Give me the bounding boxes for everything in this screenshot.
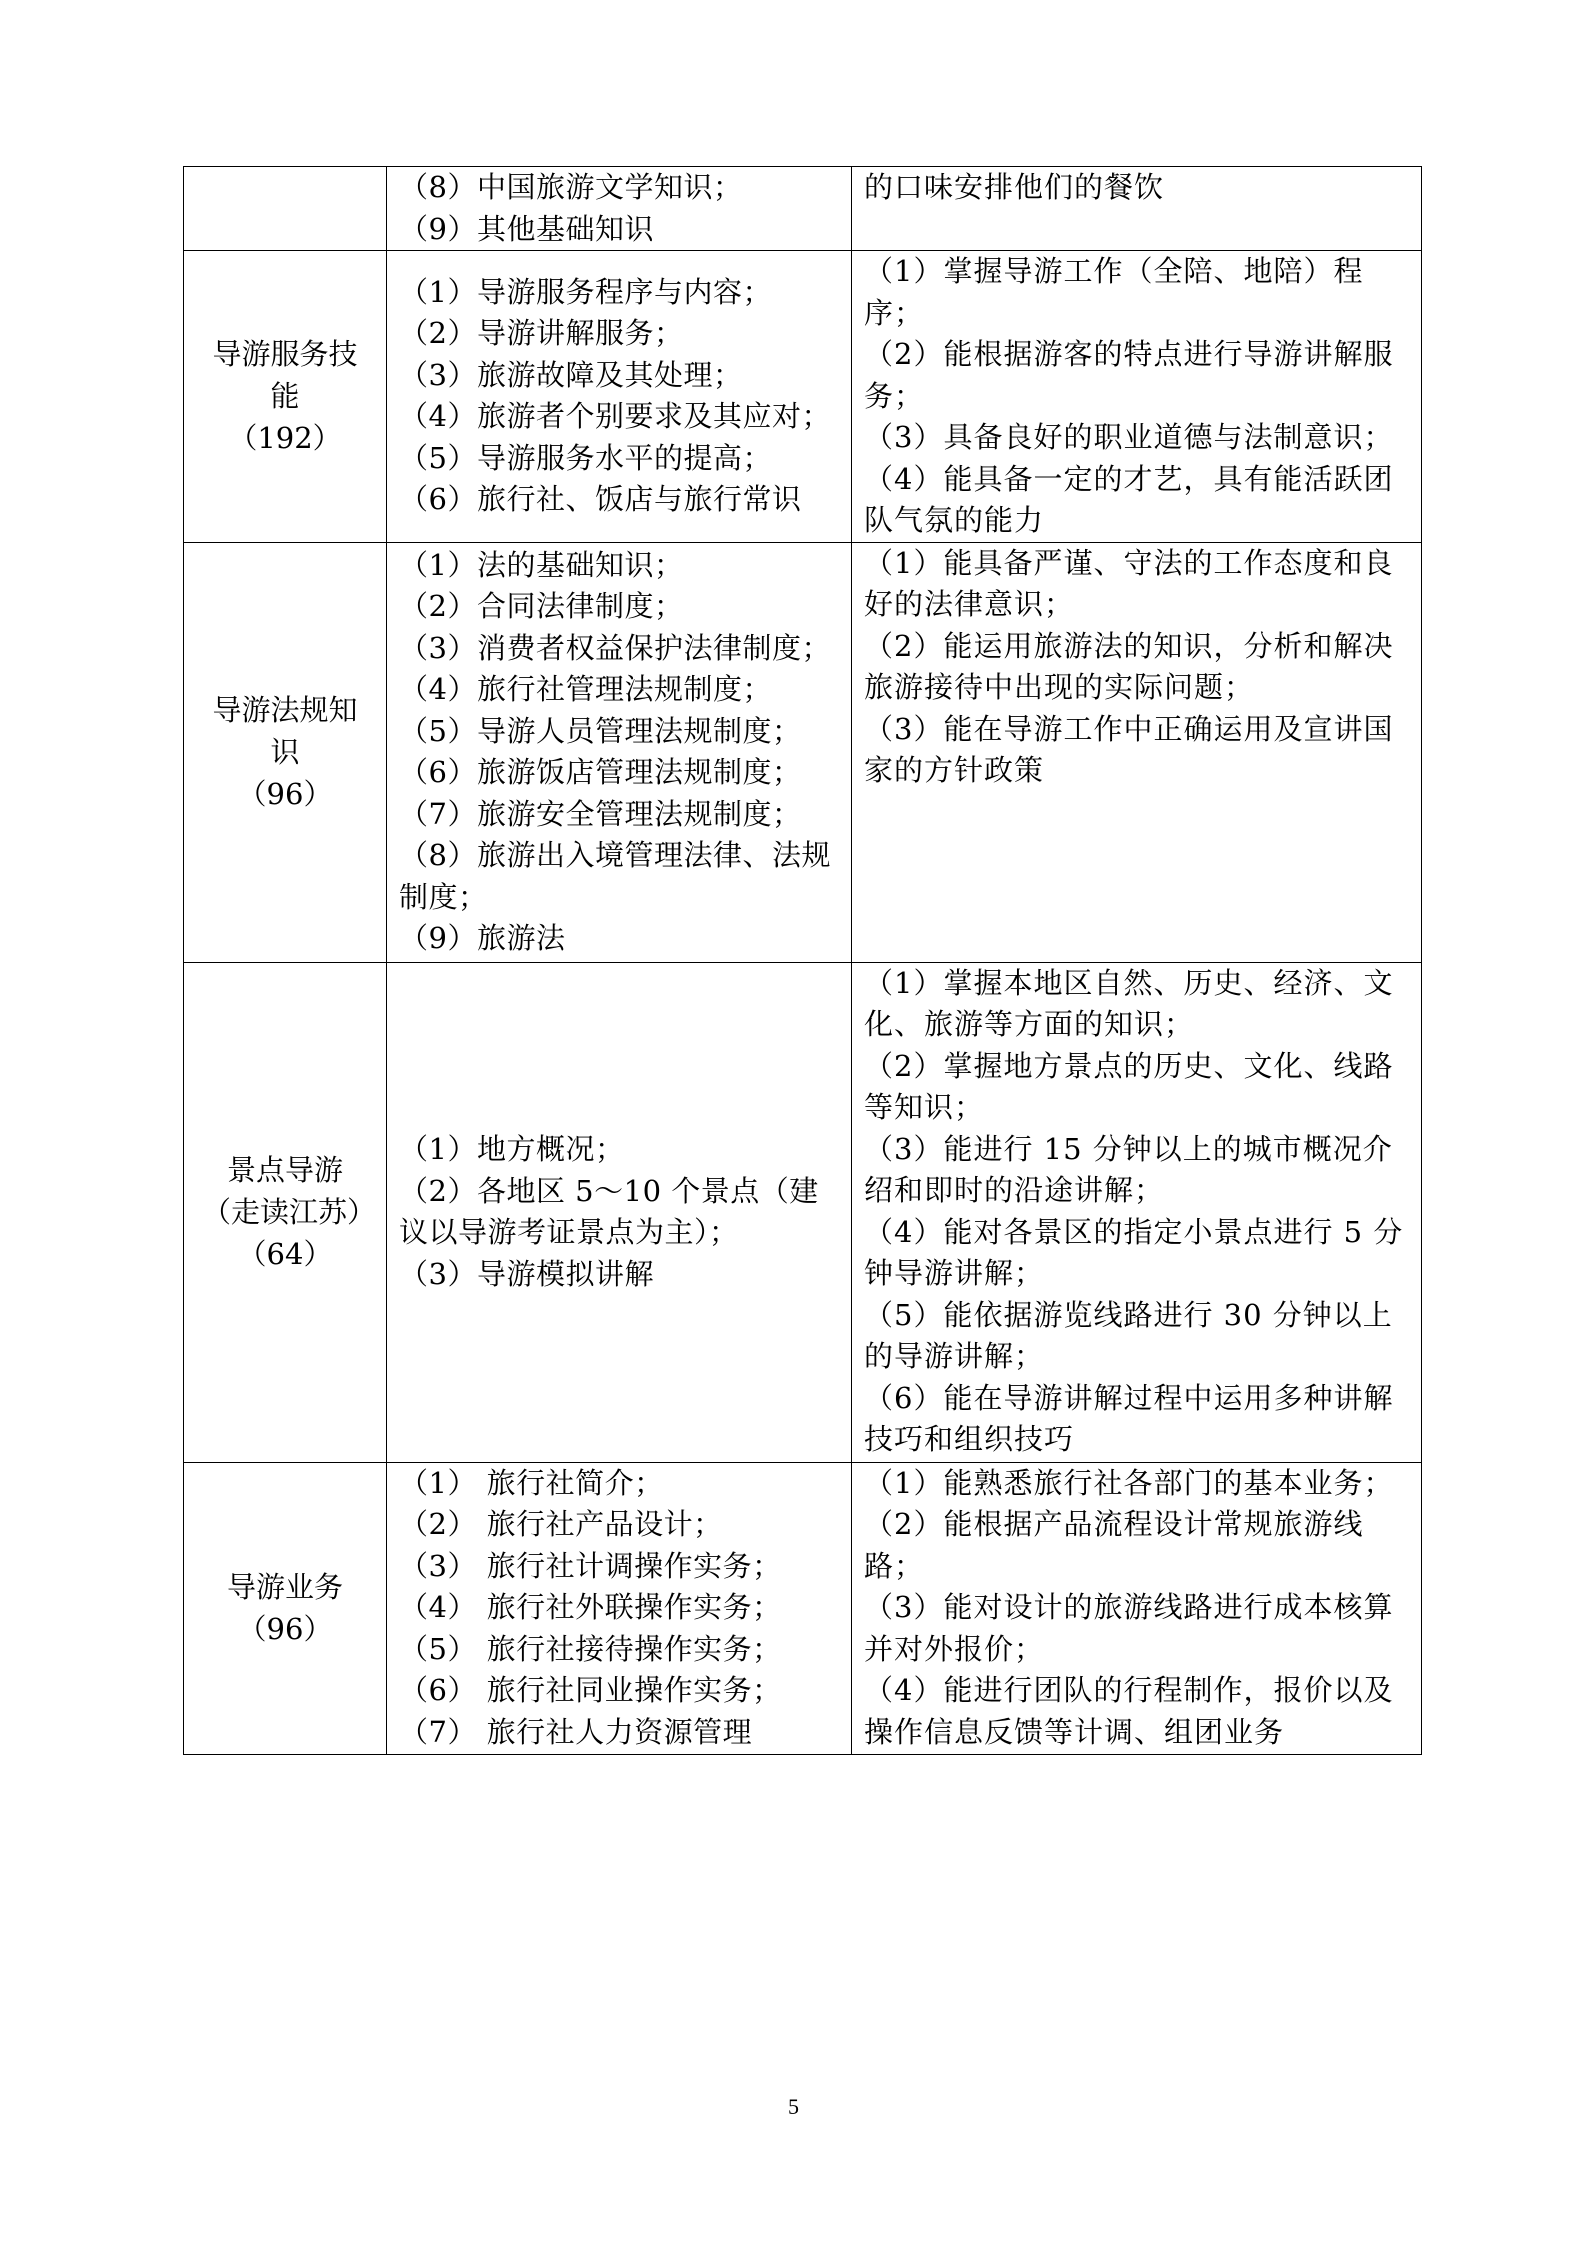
content-item: （3）消费者权益保护法律制度；: [399, 630, 831, 665]
goal-item: （1）掌握本地区自然、历史、经济、文化、旅游等方面的知识；: [864, 965, 1394, 1041]
subject-cell: [184, 1462, 387, 1754]
content-item: （5）导游服务水平的提高；: [399, 440, 772, 475]
content-item: （5）导游人员管理法规制度；: [399, 713, 802, 748]
content-cell: [387, 542, 852, 962]
goal-cell: [852, 542, 1422, 962]
goal-cell: [852, 167, 1422, 251]
subject-hours: （96）: [237, 777, 333, 811]
subject-name: 导游服务技能: [212, 337, 358, 414]
content-item: （1）法的基础知识；: [399, 547, 684, 582]
goal-cell: [852, 962, 1422, 1462]
goal-item: （4）能进行团队的行程制作，报价以及操作信息反馈等计调、组团业务: [864, 1673, 1394, 1749]
content-item: （9）旅游法: [399, 921, 566, 955]
subject-cell: [184, 167, 387, 251]
content-item: （6）旅行社、饭店与旅行常识: [399, 482, 802, 517]
goal-cell: [852, 1462, 1422, 1754]
goal-item: （2）能运用旅游法的知识，分析和解决旅游接待中出现的实际问题；: [864, 628, 1394, 704]
goal-item: （1）能熟悉旅行社各部门的基本业务；: [864, 1465, 1394, 1500]
subject-cell: [184, 542, 387, 962]
subject-name: 景点导游（走读江苏）: [202, 1153, 377, 1229]
subject-hours: （96）: [237, 1612, 333, 1646]
content-item: （4）旅游者个别要求及其应对；: [399, 399, 831, 434]
goal-item: （1）掌握导游工作（全陪、地陪）程序；: [864, 254, 1364, 330]
content-item: （6） 旅行社同业操作实务；: [399, 1673, 782, 1708]
goal-item: （3）能对设计的旅游线路进行成本核算并对外报价；: [864, 1590, 1394, 1666]
subject-hours: （192）: [228, 421, 342, 456]
goal-item: （3）能进行 15 分钟以上的城市概况介绍和即时的沿途讲解；: [864, 1131, 1393, 1207]
course-table: [183, 166, 1422, 1755]
content-cell: [387, 962, 852, 1462]
content-item: （4） 旅行社外联操作实务；: [399, 1590, 782, 1625]
course-table-body: [184, 167, 1422, 1755]
content-item: （1）地方概况；: [399, 1132, 625, 1166]
goal-item: （1）能具备严谨、守法的工作态度和良好的法律意识；: [864, 545, 1394, 621]
content-item: （3）导游模拟讲解: [399, 1256, 654, 1291]
table-row: [184, 251, 1422, 543]
content-item: （2）各地区 5～10 个景点（建议以导游考证景点为主）；: [399, 1173, 819, 1249]
goal-item: 的口味安排他们的餐饮: [864, 170, 1165, 204]
subject-cell: [184, 251, 387, 543]
content-item: （1）导游服务程序与内容；: [399, 274, 772, 309]
goal-item: （2）能根据游客的特点进行导游讲解服务；: [864, 337, 1394, 413]
table-row: [184, 167, 1422, 251]
goal-cell: [852, 251, 1422, 543]
content-item: （3）旅游故障及其处理；: [399, 357, 743, 392]
table-row: [184, 542, 1422, 962]
content-item: （3） 旅行社计调操作实务；: [399, 1548, 782, 1583]
content-item: （9）其他基础知识: [399, 211, 654, 246]
content-item: （8）中国旅游文学知识；: [399, 170, 743, 204]
goal-item: （4）能对各景区的指定小景点进行 5 分钟导游讲解；: [864, 1214, 1404, 1290]
goal-item: （2）掌握地方景点的历史、文化、线路等知识；: [864, 1048, 1394, 1124]
content-cell: [387, 1462, 852, 1754]
content-item: （4）旅行社管理法规制度；: [399, 672, 772, 706]
content-item: （7） 旅行社人力资源管理: [399, 1714, 753, 1749]
content-item: （7）旅游安全管理法规制度；: [399, 796, 802, 831]
subject-hours: （64）: [237, 1237, 333, 1271]
content-item: （6）旅游饭店管理法规制度；: [399, 755, 802, 789]
content-cell: [387, 251, 852, 543]
table-row: [184, 1462, 1422, 1754]
goal-item: （3）能在导游工作中正确运用及宣讲国家的方针政策: [864, 711, 1394, 787]
page-number: 5: [788, 2094, 799, 2119]
goal-item: （4）能具备一定的才艺，具有能活跃团队气氛的能力: [864, 461, 1394, 537]
content-item: （5） 旅行社接待操作实务；: [399, 1631, 782, 1666]
content-item: （2）合同法律制度；: [399, 589, 684, 623]
table-row: [184, 962, 1422, 1462]
content-cell: [387, 167, 852, 251]
content-item: （2）导游讲解服务；: [399, 316, 684, 351]
goal-item: （5）能依据游览线路进行 30 分钟以上的导游讲解；: [864, 1297, 1393, 1373]
goal-item: （3）具备良好的职业道德与法制意识；: [864, 420, 1394, 454]
subject-name: 导游法规知识: [212, 693, 358, 769]
content-item: （1） 旅行社简介；: [399, 1465, 664, 1500]
content-item: （8）旅游出入境管理法律、法规制度；: [399, 838, 831, 914]
subject-cell: [184, 962, 387, 1462]
goal-item: （6）能在导游讲解过程中运用多种讲解技巧和组织技巧: [864, 1380, 1394, 1456]
goal-item: （2）能根据产品流程设计常规旅游线路；: [864, 1507, 1364, 1583]
subject-name: 导游业务: [226, 1570, 343, 1604]
content-item: （2） 旅行社产品设计；: [399, 1507, 723, 1542]
